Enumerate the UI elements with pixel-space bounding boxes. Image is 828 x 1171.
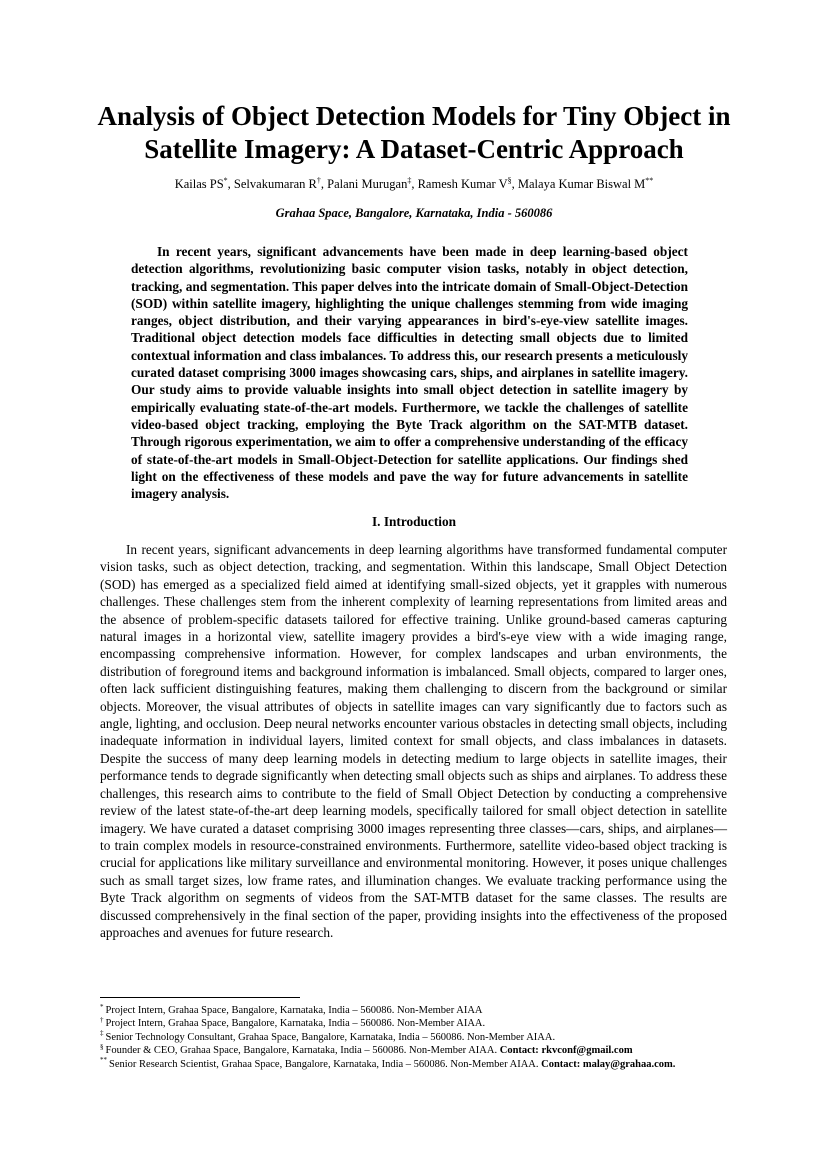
footnote: § Founder & CEO, Grahaa Space, Bangalore, Karnataka, India – 560086. Non-Member AIAA. Contact: rkvconf@gmail.com — [100, 1042, 633, 1057]
author: Kailas PS*, — [174, 175, 234, 191]
author: Malaya Kumar Biswal M** — [517, 175, 654, 191]
author: Ramesh Kumar V§, — [417, 175, 518, 191]
footnote-mark: * — [223, 175, 228, 185]
author-list — [60, 176, 768, 192]
footnote-mark: § — [507, 175, 512, 185]
footnote-mark: † — [316, 175, 321, 185]
contact-email[interactable]: malay@grahaa.com. — [582, 1058, 676, 1070]
paper-title: Analysis of Object Detection Models for Tiny Object in Satellite Imagery: A Dataset-Centric Approach — [97, 101, 731, 164]
author: Palani Murugan‡, — [327, 175, 418, 191]
abstract: In recent years, significant advancements have been made in deep learning-based object detection algorithms, revolutionizing basic computer vision tasks, notably in object detection, tracking, and segmentation. This paper delves into the intricate domain of Small-Object-Detection (SOD) within satellite imagery, highlighting the unique challenges stemming from wide imaging ranges, object distribution, and their varying appearances in bird's-eye-view satellite images. Traditional object detection models face difficulties in detecting small objects due to limited contextual information and class imbalances. To address this, our research presents a meticulously curated dataset comprising 3000 images showcasing cars, ships, and airplanes in satellite imagery. Our study aims to provide valuable insights into small object detection in satellite imagery by empirically evaluating state-of-the-art models. Furthermore, we tackle the challenges of satellite video-based object tracking, employing the Byte Track algorithm on the SAT-MTB dataset. Through rigorous experimentation, we aim to offer a comprehensive understanding of the efficacy of state-of-the-art models in Small-Object-Detection for satellite applications. Our findings shed light on the effectiveness of these models and pave the way for future advancements in satellite imagery analysis. — [131, 244, 688, 502]
author: Selvakumaran R†, — [233, 175, 328, 191]
contact-email[interactable]: rkvconf@gmail.com — [541, 1045, 633, 1057]
section-heading-introduction: I. Introduction — [372, 514, 456, 529]
introduction-paragraph: In recent years, significant advancements in deep learning algorithms have transformed fundamental computer vision tasks, such as object detection, tracking, and segmentation. Within this landscape, Small Object Detection (SOD) has emerged as a specialized field aimed at identifying small-sized objects, yet it grapples with numerous challenges. These challenges stem from the inherent complexity of learning representations from limited areas and the absence of problem-specific datasets tailored for effective training. Unlike ground-based cameras capturing natural images in a horizontal view, satellite imagery provides a bird's-eye view with a wide imaging range, encompassing comprehensive information. However, for complex landscapes and urban environments, the distribution of foreground items and background information is imbalanced. Small objects, compared to larger ones, often lack sufficient distinguishing features, making them challenging to discern from the background or similar objects. Moreover, the visual attributes of objects in satellite images can vary significantly due to factors such as angle, lighting, and occlusion. Deep neural networks encounter various obstacles in detecting small objects, including inadequate information in individual layers, limited context for small objects, and class imbalances in datasets. Despite the success of many deep learning models in detecting medium to large objects in satellite images, their performance tends to degrade significantly when detecting small objects such as ships and airplanes. To address these challenges, this research aims to contribute to the field of Small Object Detection by conducting a comprehensive review of the latest state-of-the-art deep learning models, specifically tailored for small object detection in satellite imagery. We have curated a dataset comprising 3000 images representing three classes—cars, ships, and airplanes—to train complex models in resource-constrained environments. Furthermore, satellite video-based object tracking is crucial for applications like military surveillance and environmental monitoring. However, it poses unique challenges such as small target sizes, low frame rates, and illumination changes. We evaluate tracking performance using the Byte Track algorithm on segments of videos from the SAT-MTB dataset for the same classes. The results are discussed comprehensively in the final section of the paper, providing insights into the effectiveness of the proposed approaches and avenues for future research. — [100, 542, 727, 940]
affiliation: Grahaa Space, Bangalore, Karnataka, India - 560086 — [275, 206, 553, 220]
footnote: ** Senior Research Scientist, Grahaa Space, Bangalore, Karnataka, India – 560086. Non-Member AIAA. Contact: malay@grahaa.com. — [100, 1056, 676, 1070]
footnote-mark: ** — [645, 175, 654, 185]
footnote: * Project Intern, Grahaa Space, Bangalore, Karnataka, India – 560086. Non-Member AIAA — [100, 1002, 483, 1016]
footnote-mark: ‡ — [407, 175, 412, 185]
footnote: ‡ Senior Technology Consultant, Grahaa Space, Bangalore, Karnataka, India – 560086. Non-Member AIAA. — [100, 1029, 556, 1043]
footnote: † Project Intern, Grahaa Space, Bangalore, Karnataka, India – 560086. Non-Member AIAA. — [100, 1015, 486, 1030]
footnote-divider — [100, 997, 300, 998]
footnotes — [100, 1004, 740, 1071]
